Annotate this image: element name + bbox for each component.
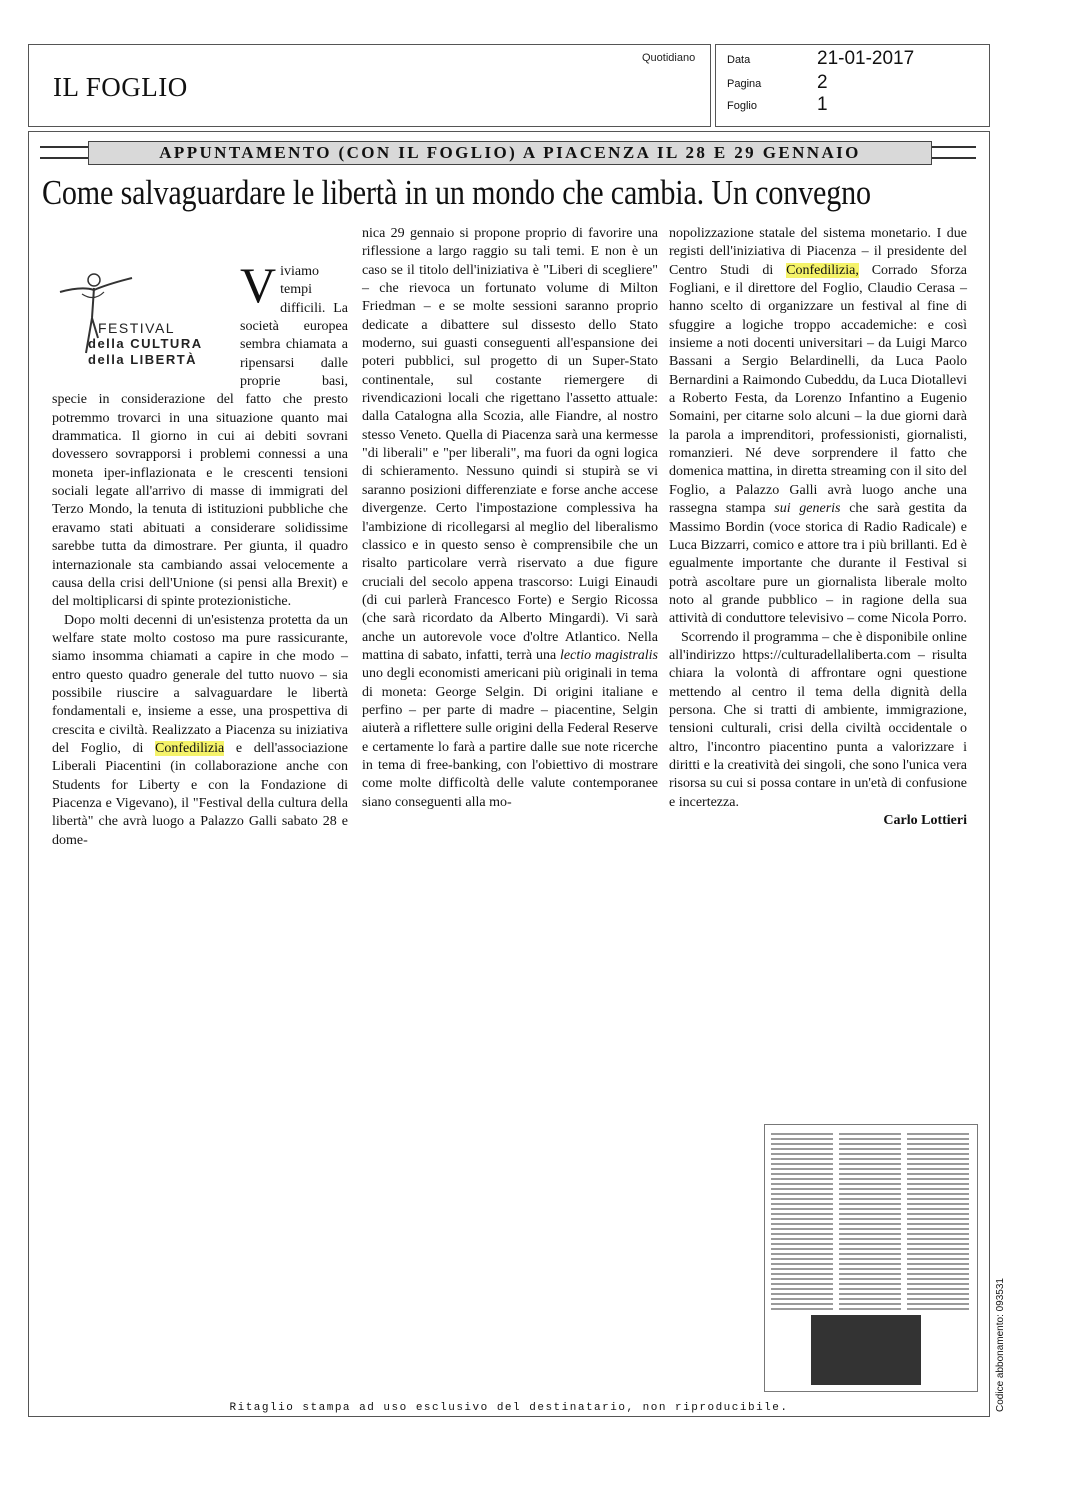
thumbnail-text-line [839, 1263, 901, 1265]
thumbnail-text-line [771, 1278, 833, 1280]
thumbnail-text-line [907, 1308, 969, 1310]
thumbnail-text-line [771, 1233, 833, 1235]
thumbnail-text-line [839, 1183, 901, 1185]
thumbnail-text-line [771, 1203, 833, 1205]
thumbnail-text-line [907, 1158, 969, 1160]
paragraph-3-text-b: uno degli economisti americani più originali in tema di moneta: George Selgin. Di origini italiane e perfino – per parte di madre – piacentine, Selgin aiuterà a riflettere sulle origini della Federal Reserve e certamente lo farà a partire dalle sue note ricerche in tema di free-banking, con l'obiettivo di mostrare come molte difficoltà delle valute contemporanee siano conseguenti alla mo- [362, 666, 658, 810]
thumbnail-text-line [907, 1238, 969, 1240]
highlight-confedilizia-2: Confedilizia, [786, 262, 859, 278]
frequency-label: Quotidiano [642, 52, 696, 64]
thumbnail-text-line [839, 1158, 901, 1160]
thumbnail-text-line [839, 1173, 901, 1175]
meta-label-data: Data [727, 54, 751, 66]
thumbnail-text-line [839, 1283, 901, 1285]
thumbnail-text-line [907, 1263, 969, 1265]
italic-lectio: lectio magistralis [560, 647, 658, 663]
paragraph-5: Scorrendo il programma – che è disponibile online all'indirizzo https://culturadellaliberta.com – risulta chiara la volontà di affrontare ogni questione mettendo al centro il tema della dignità della persona. Che si tratti di ambiente, immigrazione, tensioni culturali, crisi della civiltà occidentale o altro, l'incontro piacentino punta a valorizzare i diritti e la creatività dei singoli, che sono l'unica vera risorsa su cui si possa contare in un'età di confusione e incertezza. [669, 629, 967, 810]
thumbnail-text-line [907, 1243, 969, 1245]
thumbnail-text-line [771, 1298, 833, 1300]
thumbnail-text-line [839, 1248, 901, 1250]
thumbnail-text-line [907, 1173, 969, 1175]
thumbnail-text-line [771, 1308, 833, 1310]
thumbnail-text-line [907, 1203, 969, 1205]
article-kicker: APPUNTAMENTO (CON IL FOGLIO) A PIACENZA IL 28 E 29 GENNAIO [88, 141, 932, 165]
thumbnail-text-line [771, 1133, 833, 1135]
thumbnail-text-line [839, 1258, 901, 1260]
thumbnail-text-line [907, 1303, 969, 1305]
thumbnail-text-line [907, 1133, 969, 1135]
thumbnail-text-line [839, 1138, 901, 1140]
paragraph-2 [52, 612, 348, 850]
thumbnail-text-line [771, 1173, 833, 1175]
thumbnail-text-line [907, 1288, 969, 1290]
thumbnail-text-line [771, 1243, 833, 1245]
meta-label-pagina: Pagina [727, 78, 762, 90]
paragraph-3-text-a: nica 29 gennaio si propone proprio di favorire una riflessione a largo raggio su tali temi. E non è un caso se il titolo dell'iniziativa è "Liberi di scegliere" – che rievoca un fortunato volume di Milton Friedman – e se molte sessioni saranno proprio dedicate a dibattere sul dissesto dello Stato moderno, sui guasti conseguenti all'espansione dei poteri pubblici, sul progetto di un Super-Stato continentale, sul costante riemergere di rivendicazioni locali che rigettano l'assetto attuale: dalla Catalogna alla Scozia, alle Fiandre, al nostro stesso Veneto. Quella di Piacenza sarà una kermesse "di liberali" e "per liberali", ma fuori da ogni logica di schieramento. Nessuno quindi si stupirà se vi saranno posizioni differenziate e forse anche accese divergenze. Certo l'impostazione complessiva ha l'ambizione di ricollegarsi al meglio del liberalismo classico e in questo senso è comprensibile che un risalto particolare verrà riservato a due figure cruciali del secolo appena trascorso: Luigi Einaudi (di cui parlerà Francesco Forte) e Sergio Ricossa (che sarà ricordato da Alberto Mingardi). Vi sarà anche un autorevole voce d'oltre Atlantico. Nella mattina di sabato, infatti, terrà una [362, 226, 658, 663]
drop-cap: V [240, 257, 277, 313]
thumbnail-text-line [907, 1248, 969, 1250]
paragraph-4-text-a: nopolizzazione statale del sistema monetario. I due registi dell'iniziativa di Piacenza – il presidente del Centro Studi di [669, 226, 967, 278]
thumbnail-text-line [907, 1143, 969, 1145]
thumbnail-text-line [839, 1223, 901, 1225]
thumbnail-text-line [771, 1273, 833, 1275]
thumbnail-text-line [771, 1288, 833, 1290]
thumbnail-text-line [907, 1198, 969, 1200]
thumbnail-text-line [771, 1158, 833, 1160]
thumbnail-text-line [907, 1283, 969, 1285]
author-signature: Carlo Lottieri [883, 813, 967, 828]
paragraph-3 [362, 225, 658, 812]
thumbnail-text-line [907, 1188, 969, 1190]
thumbnail-text-line [839, 1193, 901, 1195]
thumbnail-text-line [907, 1293, 969, 1295]
thumbnail-dark-block [811, 1315, 921, 1385]
paragraph-2-text-b: e dell'associazione Liberali Piacentini (in collaborazione anche con Students for Liberty e con la Fondazione di Piacenza e Vigevano), il "Festival della cultura della libertà" che avrà luogo a Palazzo Galli sabato 28 e dome- [52, 740, 348, 848]
thumbnail-text-line [771, 1193, 833, 1195]
thumbnail-text-line [771, 1253, 833, 1255]
thumbnail-text-line [771, 1258, 833, 1260]
italic-sui-generis: sui generis [774, 501, 841, 517]
thumbnail-text-line [771, 1223, 833, 1225]
thumbnail-text-line [839, 1268, 901, 1270]
thumbnail-text-line [907, 1223, 969, 1225]
thumbnail-text-line [771, 1293, 833, 1295]
kicker-rule-left [40, 146, 88, 159]
thumbnail-text-line [907, 1208, 969, 1210]
meta-value-data: 21-01-2017 [817, 48, 915, 69]
footer-notice: Ritaglio stampa ad uso esclusivo del destinatario, non riproducibile. [229, 1402, 789, 1414]
article-column-1 [52, 257, 348, 850]
thumbnail-text-line [839, 1143, 901, 1145]
thumbnail-text-line [907, 1138, 969, 1140]
thumbnail-text-line [771, 1228, 833, 1230]
thumbnail-text-line [771, 1188, 833, 1190]
thumbnail-text-line [771, 1303, 833, 1305]
thumbnail-text-line [771, 1248, 833, 1250]
logo-spacer [52, 263, 240, 387]
thumbnail-text-line [907, 1163, 969, 1165]
paragraph-1-text: iviamo tempi difficili. La società europea sembra chiamata a ripensarsi dalle proprie basi, specie in considerazione del fatto che presto potremmo trovarci in una situazione quanto mai drammatica. Il giorno in cui ai debiti sovrani dovessero sovrapporsi i problemi connessi a una moneta iper-inflazionata e le crescenti tensioni sociali legate all'arrivo di masse di immigrati del Terzo Mondo, la tenuta di istituzioni pubbliche che eravamo stati abituati a considerare solidissime sarebbe tutta da dimostrare. Per giunta, il quadro internazionale sta cambiando assai velocemente a causa della crisi dell'Unione (si pensi alla Brexit) e del moltiplicarsi di spinte protezionistiche. [52, 264, 348, 610]
thumbnail-text-line [771, 1178, 833, 1180]
thumbnail-text-line [907, 1228, 969, 1230]
thumbnail-text-line [907, 1233, 969, 1235]
thumbnail-text-line [839, 1218, 901, 1220]
thumbnail-text-line [839, 1308, 901, 1310]
thumbnail-text-line [907, 1273, 969, 1275]
thumbnail-text-line [839, 1163, 901, 1165]
thumbnail-text-line [771, 1208, 833, 1210]
thumbnail-text-line [907, 1153, 969, 1155]
thumbnail-text-line [771, 1268, 833, 1270]
thumbnail-text-line [839, 1168, 901, 1170]
article-column-2 [362, 225, 658, 812]
logo-line-1: FESTIVAL [98, 320, 176, 336]
thumbnail-text-line [771, 1198, 833, 1200]
thumbnail-text-line [907, 1298, 969, 1300]
thumbnail-text-line [839, 1213, 901, 1215]
kicker-rule-right [930, 146, 976, 159]
thumbnail-text-line [771, 1238, 833, 1240]
thumbnail-text-line [907, 1218, 969, 1220]
logo-line-3: della LIBERTÀ [88, 352, 198, 367]
paragraph-4 [669, 225, 967, 629]
thumbnail-text-line [839, 1233, 901, 1235]
thumbnail-text-line [907, 1178, 969, 1180]
paragraph-4-text-b: Corrado Sforza Fogliani, e il direttore del Foglio, Claudio Cerasa – hanno scelto di organizzare un festival al fine di sfuggire a logiche troppo accademiche: e così insieme a noti docenti universitari – da Luigi Marco Bassani a Sergio Belardinelli, da Luca Paolo Bernardini a Raimondo Cubeddu, da Luca Diotallevi a Roberto Festa, da Lorenzo Infantino a Eugenio Somaini, per citarne solo alcuni – la due giorni darà la parola a imprenditori, professionisti, giornalisti, romanzieri. Né deve sorprendere il fatto che domenica mattina, in diretta streaming con il sito del Foglio, a Palazzo Galli avrà luogo anche una rassegna stampa [669, 262, 967, 517]
thumbnail-text-line [907, 1278, 969, 1280]
thumbnail-text-line [839, 1198, 901, 1200]
thumbnail-text-line [839, 1153, 901, 1155]
thumbnail-text-line [839, 1278, 901, 1280]
logo-line-2: della CULTURA [88, 336, 203, 351]
paragraph-4-text-c: che sarà gestita da Massimo Bordin (voce storica di Radio Radicale) e Luca Bizzarri, comico e attore tra i più brillanti. Ed è egualmente importante che durante il Festival si potrà ascoltare pure un giornalista liberale molto noto al grande pubblico – in ragione della sua attività di conduttore televisivo – come Nicola Porro. [669, 501, 967, 627]
thumbnail-text-line [771, 1138, 833, 1140]
highlight-confedilizia: Confedilizia [155, 740, 225, 756]
article-column-3 [669, 225, 967, 830]
meta-label-foglio: Foglio [727, 100, 757, 112]
thumbnail-text-line [771, 1218, 833, 1220]
thumbnail-text-line [839, 1293, 901, 1295]
thumbnail-text-line [839, 1298, 901, 1300]
thumbnail-text-line [839, 1133, 901, 1135]
thumbnail-text-line [907, 1253, 969, 1255]
meta-value-pagina: 2 [817, 72, 828, 93]
thumbnail-text-line [839, 1203, 901, 1205]
thumbnail-text-line [839, 1208, 901, 1210]
thumbnail-text-line [771, 1143, 833, 1145]
meta-value-foglio: 1 [817, 94, 828, 115]
thumbnail-text-line [771, 1168, 833, 1170]
thumbnail-text-line [907, 1193, 969, 1195]
thumbnail-text-line [771, 1153, 833, 1155]
page-thumbnail [764, 1124, 978, 1392]
thumbnail-text-line [907, 1258, 969, 1260]
publication-name: IL FOGLIO [53, 72, 188, 102]
thumbnail-text-line [839, 1178, 901, 1180]
thumbnail-text-line [839, 1238, 901, 1240]
thumbnail-text-line [839, 1273, 901, 1275]
thumbnail-text-line [771, 1163, 833, 1165]
thumbnail-text-line [907, 1148, 969, 1150]
thumbnail-text-line [907, 1268, 969, 1270]
thumbnail-text-line [907, 1183, 969, 1185]
paragraph-2-text-a: Dopo molti decenni di un'esistenza protetta da un welfare state molto costoso ma pure rassicurante, siamo insomma chiamati a capire in che modo – entro questo quadro generale del tutto nuovo – sia possibile riuscire a salvaguardare le libertà fondamentali e, insieme a esse, una prospettiva di crescita e civiltà. Realizzato a Piacenza su iniziativa del Foglio, di [52, 612, 348, 756]
thumbnail-text-line [839, 1188, 901, 1190]
thumbnail-text-line [771, 1283, 833, 1285]
thumbnail-text-line [839, 1228, 901, 1230]
article-headline: Come salvaguardare le libertà in un mondo che cambia. Un convegno [42, 173, 871, 212]
thumbnail-text-line [839, 1243, 901, 1245]
subscription-code: Codice abbonamento: 093531 [995, 1278, 1006, 1412]
thumbnail-text-line [839, 1303, 901, 1305]
thumbnail-text-line [907, 1213, 969, 1215]
thumbnail-text-line [839, 1148, 901, 1150]
thumbnail-text-line [839, 1253, 901, 1255]
thumbnail-text-line [771, 1263, 833, 1265]
thumbnail-text-line [771, 1183, 833, 1185]
thumbnail-text-line [907, 1168, 969, 1170]
thumbnail-text-line [839, 1288, 901, 1290]
thumbnail-text-line [771, 1148, 833, 1150]
thumbnail-text-line [771, 1213, 833, 1215]
